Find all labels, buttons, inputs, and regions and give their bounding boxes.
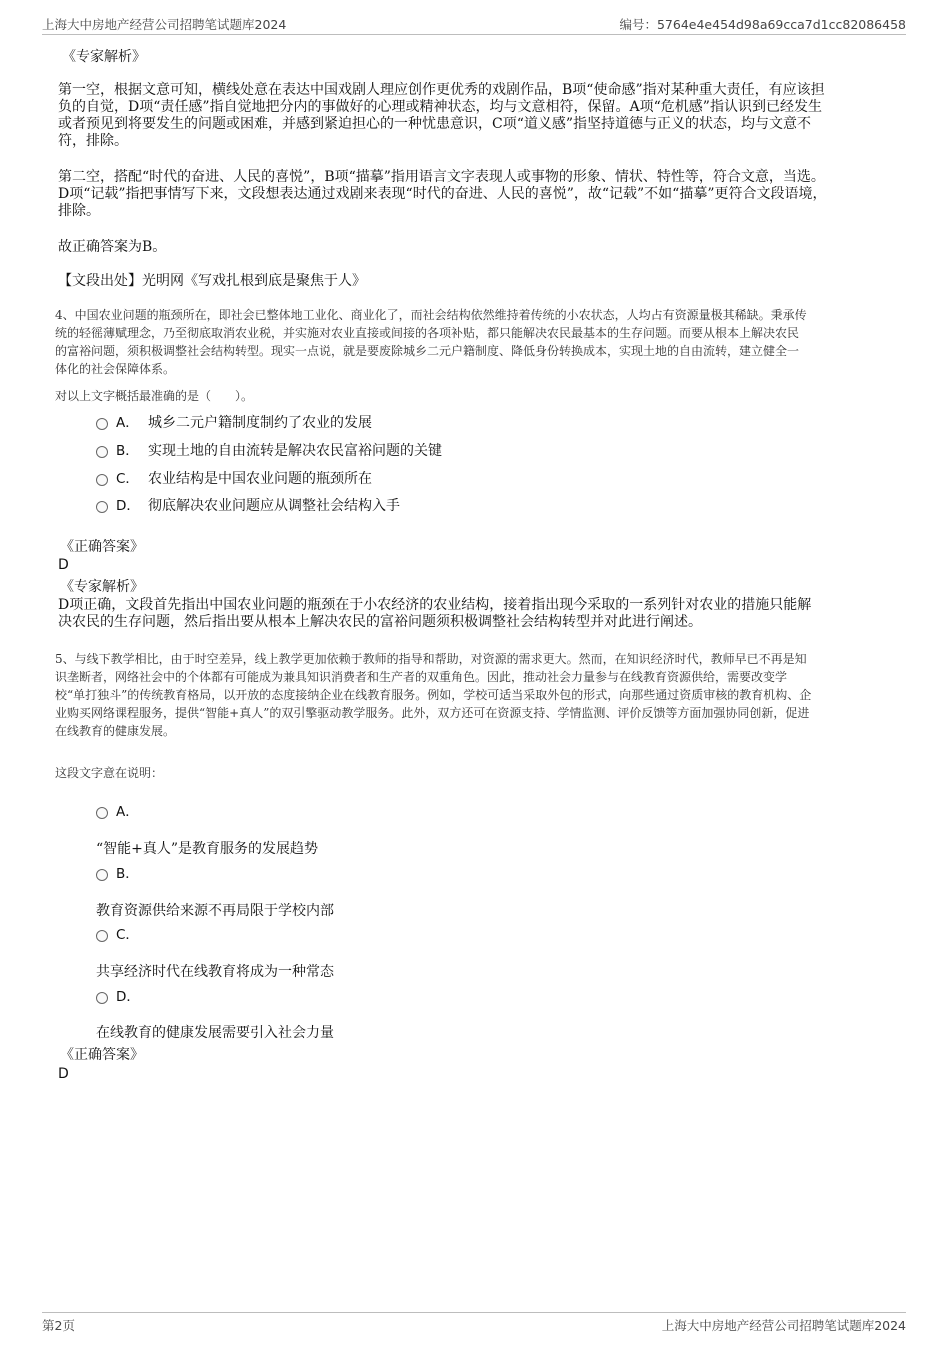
q4-question: 对以上文字概括最准确的是（ ）。 xyxy=(55,389,254,403)
radio-icon[interactable] xyxy=(96,807,108,819)
radio-icon[interactable] xyxy=(96,992,108,1004)
q4-option-a[interactable]: A． 城乡二元户籍制度制约了农业的发展 xyxy=(96,411,372,431)
q5-option-c[interactable]: C． xyxy=(96,923,139,943)
q5-question: 这段文字意在说明： xyxy=(55,766,164,780)
text-line: 符，排除。 xyxy=(58,133,128,149)
header-serial: 编号：5764e4e454d98a69cca7d1cc82086458 xyxy=(619,17,906,32)
text-line: 4、中国农业问题的瓶颈所在，即社会已整体地工业化、商业化了，而社会结构依然维持着传统的小农状态，人均占有资源量极其稀缺。秉承传 xyxy=(55,308,807,322)
q4-stem xyxy=(55,306,885,378)
q3-analysis-para2 xyxy=(58,169,888,220)
radio-icon[interactable] xyxy=(96,501,108,513)
q5-option-a[interactable]: A． xyxy=(96,800,139,820)
q4-answer: D xyxy=(58,557,69,573)
text-line: 第二空，搭配“时代的奋进、人民的喜悦”，B项“描摹”指用语言文字表现人或事物的形象、情状、特性等，符合文意，当选。 xyxy=(58,169,825,185)
footer-title: 上海大中房地产经营公司招聘笔试题库2024 xyxy=(661,1318,906,1333)
q5-option-a-text: “智能+真人”是教育服务的发展趋势 xyxy=(96,841,319,857)
q5-option-b[interactable]: B． xyxy=(96,862,139,882)
text-line: 体化的社会保障体系。 xyxy=(55,362,176,376)
text-line: 第一空，根据文意可知，横线处意在表达中国戏剧人理应创作更优秀的戏剧作品，B项“使命感”指对某种重大责任，有应该担 xyxy=(58,82,825,98)
radio-icon[interactable] xyxy=(96,869,108,881)
q4-option-b[interactable]: B． 实现土地的自由流转是解决农民富裕问题的关键 xyxy=(96,439,442,459)
text-line: 决农民的生存问题，然后指出要从根本上解决农民的富裕问题须积极调整社会结构转型并对此进行阐述。 xyxy=(58,614,702,630)
radio-icon[interactable] xyxy=(96,418,108,430)
page-footer xyxy=(42,1312,906,1333)
text-line: 排除。 xyxy=(58,203,100,219)
radio-icon[interactable] xyxy=(96,930,108,942)
text-line: 统的轻徭薄赋理念，乃至彻底取消农业税，并实施对农业直接或间接的各项补贴，都只能解决农民最基本的生存问题。而要从根本上解决农民 xyxy=(55,326,800,340)
q5-stem xyxy=(55,650,885,740)
q4-option-c[interactable]: C． 农业结构是中国农业问题的瓶颈所在 xyxy=(96,467,372,487)
text-line: 校“单打独斗”的传统教育格局，以开放的态度接纳企业在线教育服务。例如，学校可适当采取外包的形式，向那些通过资质审核的教育机构、企 xyxy=(55,688,812,702)
q4-answer-title: 《正确答案》 xyxy=(60,539,144,555)
q5-option-c-text: 共享经济时代在线教育将成为一种常态 xyxy=(96,964,334,980)
q5-option-b-text: 教育资源供给来源不再局限于学校内部 xyxy=(96,903,334,919)
text-line: D项“记载”指把事情写下来，文段想表达通过戏剧来表现“时代的奋进、人民的喜悦”，故“记载”不如“描摹”更符合文段语境， xyxy=(58,186,827,202)
q3-conclusion: 故正确答案为B。 xyxy=(58,239,167,255)
text-line: D项正确，文段首先指出中国农业问题的瓶颈在于小农经济的农业结构，接着指出现今采取的一系列针对农业的措施只能解 xyxy=(58,597,812,613)
q4-expert-title: 《专家解析》 xyxy=(60,579,144,595)
header-title: 上海大中房地产经营公司招聘笔试题库2024 xyxy=(42,17,287,32)
page-header xyxy=(42,14,906,35)
q3-expert-title: 《专家解析》 xyxy=(62,49,146,65)
q5-answer-title: 《正确答案》 xyxy=(60,1047,144,1063)
q4-option-d[interactable]: D． 彻底解决农业问题应从调整社会结构入手 xyxy=(96,494,400,514)
q5-option-d[interactable]: D． xyxy=(96,985,140,1005)
radio-icon[interactable] xyxy=(96,446,108,458)
q3-analysis-para1 xyxy=(58,82,888,150)
q3-source: 【文段出处】光明网《写戏扎根到底是聚焦于人》 xyxy=(58,273,366,289)
text-line: 或者预见到将要发生的问题或困难，并感到紧迫担心的一种忧患意识，C项“道义感”指坚持道德与正义的状态，均与文意不 xyxy=(58,116,812,132)
q5-answer: D xyxy=(58,1066,69,1082)
radio-icon[interactable] xyxy=(96,474,108,486)
q4-analysis xyxy=(58,597,888,631)
text-line: 负的自觉，D项“责任感”指自觉地把分内的事做好的心理或精神状态，均与文意相符，保留。A项“危机感”指认识到已经发生 xyxy=(58,99,822,115)
text-line: 在线教育的健康发展。 xyxy=(55,724,176,738)
q5-option-d-text: 在线教育的健康发展需要引入社会力量 xyxy=(96,1025,334,1041)
text-line: 5、与线下教学相比，由于时空差异，线上教学更加依赖于教师的指导和帮助，对资源的需求更大。然而，在知识经济时代，教师早已不再是知 xyxy=(55,652,807,666)
page-number: 第2页 xyxy=(42,1318,75,1333)
text-line: 识垄断者，网络社会中的个体都有可能成为兼具知识消费者和生产者的双重角色。因此，推动社会力量参与在线教育资源供给，需要改变学 xyxy=(55,670,788,684)
text-line: 的富裕问题，须积极调整社会结构转型。现实一点说，就是要废除城乡二元户籍制度、降低身份转换成本，实现土地的自由流转，建立健全一 xyxy=(55,344,800,358)
text-line: 业购买网络课程服务，提供“智能+真人”的双引擎驱动教学服务。此外，双方还可在资源支持、学情监测、评价反馈等方面加强协同创新，促进 xyxy=(55,706,810,720)
